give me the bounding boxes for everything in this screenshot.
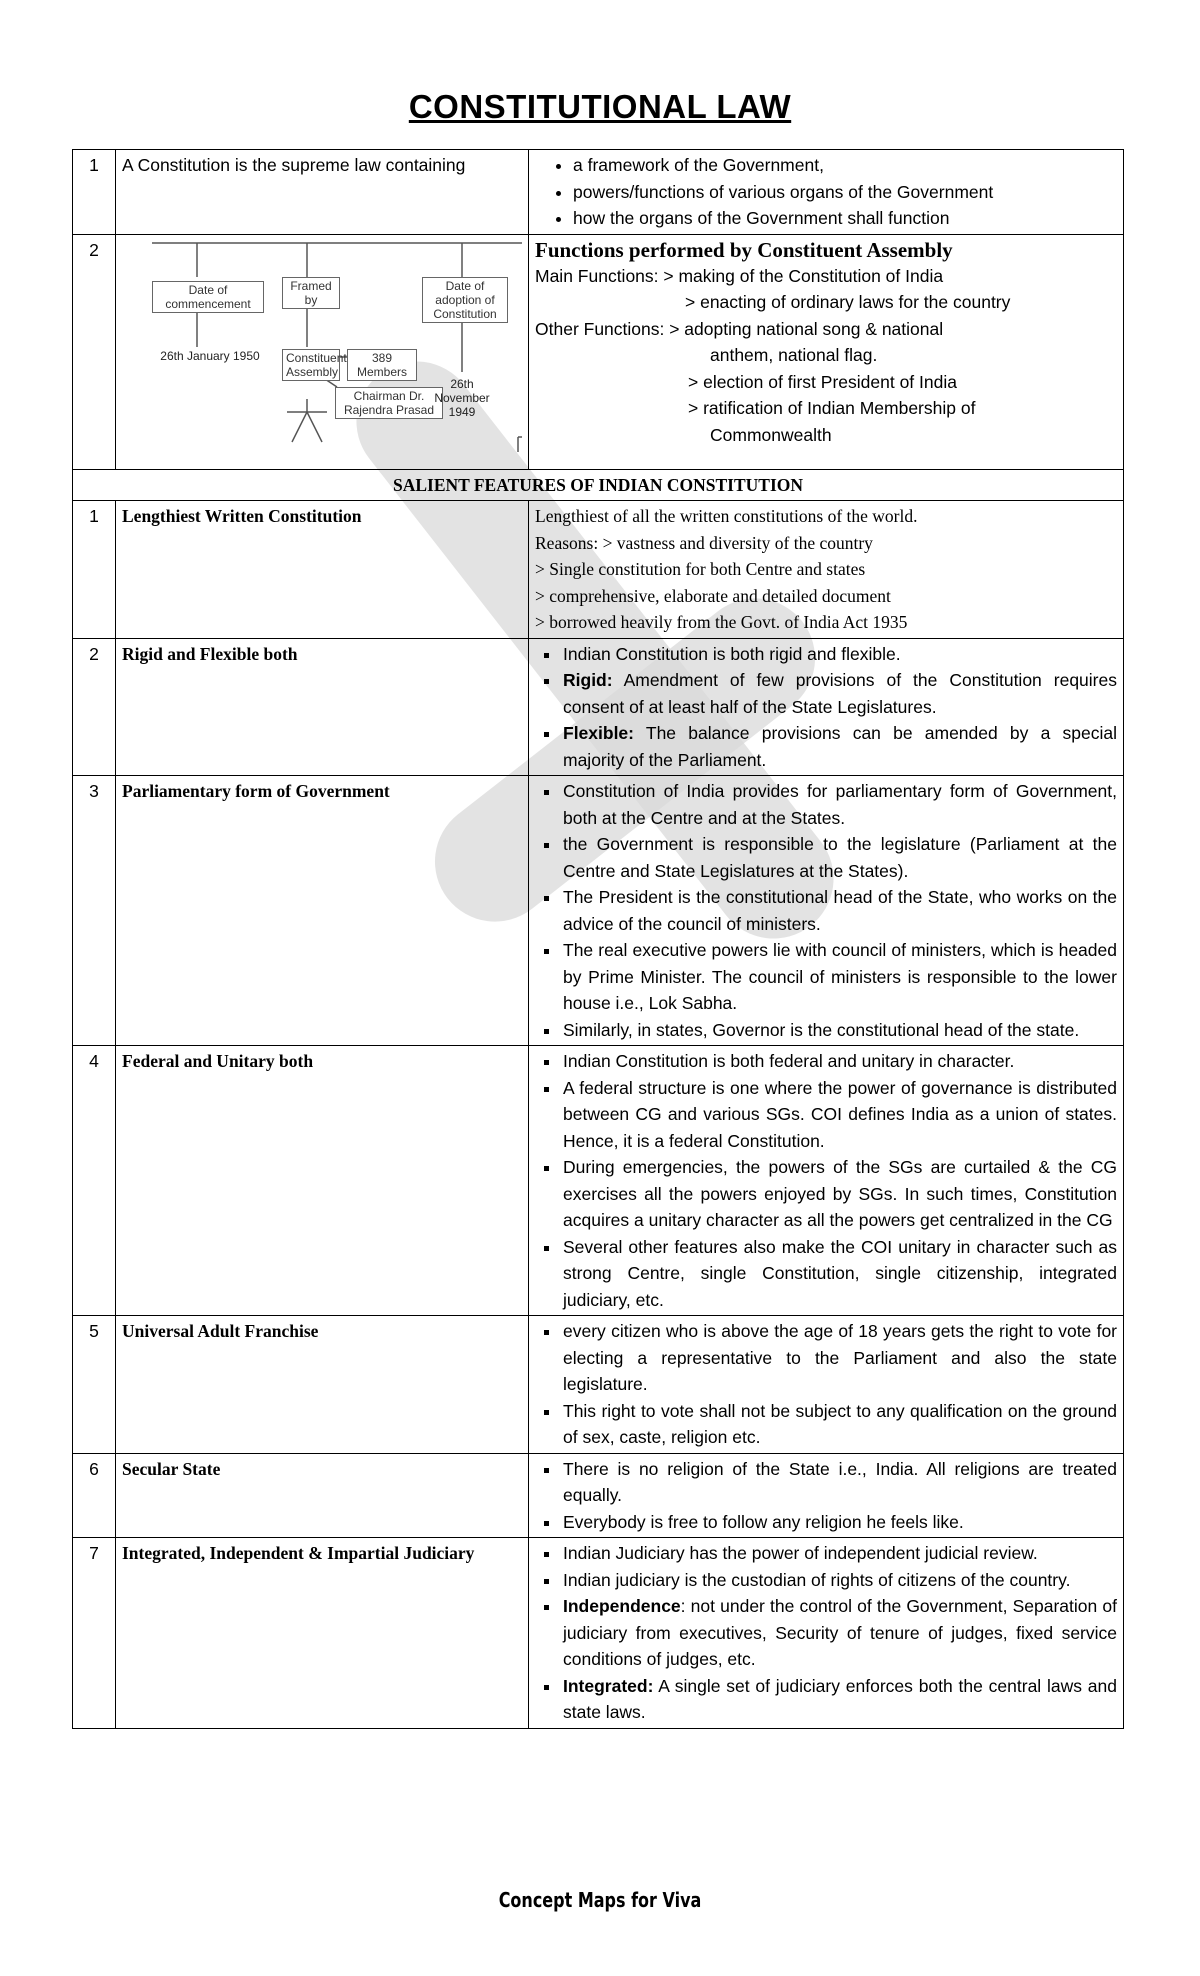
item-text: The balance provisions can be amended by a special majority of the Parliament. (563, 723, 1117, 770)
list-item: ▪ Indian Constitution is both federal and unitary in character. (561, 1048, 1117, 1075)
list-item: ▪ every citizen who is above the age of 18 years gets the right to vote for electing a representative to the Parliament and also the state legislature. (561, 1318, 1117, 1398)
constituent-assembly-box: Constituent Assembly (282, 349, 340, 381)
row-number: 4 (73, 1046, 116, 1316)
row-number: 5 (73, 1316, 116, 1454)
other-function-item: anthem, national flag. (710, 345, 878, 365)
row-number: 2 (73, 234, 116, 469)
date-of-commencement-box: Date of commencement (152, 281, 264, 313)
list-item (561, 1673, 1117, 1726)
list-item: ▪ Constitution of India provides for parliamentary form of Government, both at the Centre and at the States. (561, 778, 1117, 831)
feature-details (529, 638, 1124, 776)
row-bullets (529, 150, 1124, 235)
table-row (73, 1538, 1124, 1729)
list-item (561, 720, 1117, 773)
item-text: : not under the control of the Government, Separation of judiciary from executives, Security of tenure of judges, fixed service conditions of judges, etc. (563, 1596, 1117, 1669)
main-functions: Main Functions: > making of the Constitution of India (535, 265, 944, 286)
constituent-assembly-functions (529, 234, 1124, 469)
list-item: ▪ Indian Judiciary has the power of independent judicial review. (561, 1540, 1117, 1567)
list-item: ▪ The real executive powers lie with council of ministers, which is headed by Prime Minister. The council of ministers is responsible to the lower house i.e., Lok Sabha. (561, 937, 1117, 1017)
row-number: 7 (73, 1538, 116, 1729)
label-independence: Independence (563, 1596, 681, 1616)
commencement-date: 26th January 1950 (160, 348, 260, 363)
table-row (73, 150, 1124, 235)
feature-details (529, 1316, 1124, 1454)
detail-line: > comprehensive, elaborate and detailed document (535, 585, 891, 606)
detail-line: Reasons: > vastness and diversity of the country (535, 532, 873, 553)
other-function-item: > ratification of Indian Membership of (688, 398, 976, 418)
list-item: ▪ The President is the constitutional head of the State, who works on the advice of the council of ministers. (561, 884, 1117, 937)
table-row (73, 1453, 1124, 1538)
detail-line: Lengthiest of all the written constitutions of the world. (535, 506, 918, 526)
section-title: SALIENT FEATURES OF INDIAN CONSTITUTION (73, 469, 1124, 501)
feature-details (529, 776, 1124, 1046)
row-number: 1 (73, 150, 116, 235)
list-item: ▪ Everybody is free to follow any religion he feels like. (561, 1509, 1117, 1536)
table-row (73, 234, 1124, 469)
framed-by-box: Framed by (282, 277, 340, 309)
feature-title: Lengthiest Written Constitution (116, 501, 529, 639)
row-text: A Constitution is the supreme law containing (116, 150, 529, 235)
list-item: ▪ Several other features also make the COI unitary in character such as strong Centre, single Constitution, single citizenship, integrated judiciary, etc. (561, 1234, 1117, 1314)
item-text: Amendment of few provisions of the Constitution requires consent of at least half of the State Legislatures. (563, 670, 1117, 717)
table-row (73, 776, 1124, 1046)
row-number: 6 (73, 1453, 116, 1538)
detail-line: > Single constitution for both Centre and states (535, 559, 866, 579)
list-item: ▪ Similarly, in states, Governor is the constitutional head of the state. (561, 1017, 1117, 1044)
feature-details (529, 1453, 1124, 1538)
feature-title: Secular State (116, 1453, 529, 1538)
list-item: ▪ There is no religion of the State i.e., India. All religions are treated equally. (561, 1456, 1117, 1509)
page-title: CONSTITUTIONAL LAW (408, 88, 792, 125)
list-item: ▪ During emergencies, the powers of the SGs are curtailed & the CG exercises all the powers enjoyed by SGs. In such times, Constitution acquires a unitary character as all the powers get centralized in the CG (561, 1154, 1117, 1234)
list-item (561, 667, 1117, 720)
label-flexible: Flexible: (563, 723, 634, 743)
row-number: 2 (73, 638, 116, 776)
feature-title: Parliamentary form of Government (116, 776, 529, 1046)
feature-title: Rigid and Flexible both (116, 638, 529, 776)
list-item: ▪ the Government is responsible to the legislature (Parliament at the Centre and State Legislatures at the States). (561, 831, 1117, 884)
date-of-adoption-box: Date of adoption of Constitution (422, 277, 508, 323)
other-function-item: > election of first President of India (688, 371, 957, 392)
members-box: 389 Members (347, 349, 417, 381)
list-item: • a framework of the Government, (573, 152, 1117, 179)
section-row (73, 469, 1124, 501)
list-item (561, 1593, 1117, 1673)
feature-title: Universal Adult Franchise (116, 1316, 529, 1454)
detail-line: > borrowed heavily from the Govt. of India Act 1935 (535, 612, 908, 632)
feature-details (529, 1538, 1124, 1729)
label-integrated: Integrated: (563, 1675, 654, 1696)
table-row (73, 1046, 1124, 1316)
list-item: ▪ A federal structure is one where the power of governance is distributed between CG and various SGs. COI defines India as a union of states. Hence, it is a federal Constitution. (561, 1075, 1117, 1155)
feature-details (529, 1046, 1124, 1316)
table-row (73, 638, 1124, 776)
item-text: A single set of judiciary enforces both the central laws and state laws. (563, 1675, 1117, 1722)
feature-title: Integrated, Independent & Impartial Judiciary (116, 1538, 529, 1729)
constituent-assembly-diagram (116, 234, 529, 469)
list-item: • powers/functions of various organs of the Government (573, 179, 1117, 206)
table-row (73, 501, 1124, 639)
list-item: ▪ Indian judiciary is the custodian of rights of citizens of the country. (561, 1567, 1117, 1594)
chairman-box: Chairman Dr. Rajendra Prasad (335, 387, 443, 419)
page-footer: Concept Maps for Viva (498, 1888, 702, 1912)
label-rigid: Rigid: (563, 670, 613, 690)
feature-title: Federal and Unitary both (116, 1046, 529, 1316)
adoption-date: 26th November 1949 (434, 376, 490, 419)
row-number: 3 (73, 776, 116, 1046)
feature-details (529, 501, 1124, 639)
functions-title: Functions performed by Constituent Assembly (535, 237, 953, 262)
list-item: ▪ Indian Constitution is both rigid and flexible. (561, 641, 1117, 668)
list-item: ▪ This right to vote shall not be subject to any qualification on the ground of sex, caste, religion etc. (561, 1398, 1117, 1451)
main-function-item: > enacting of ordinary laws for the country (685, 292, 1011, 312)
other-function-item: Commonwealth (710, 424, 832, 445)
row-number: 1 (73, 501, 116, 639)
list-item: • how the organs of the Government shall function (573, 205, 1117, 232)
table-row (73, 1316, 1124, 1454)
other-functions: Other Functions: > adopting national song & national (535, 318, 944, 339)
content-table (72, 149, 1124, 1729)
